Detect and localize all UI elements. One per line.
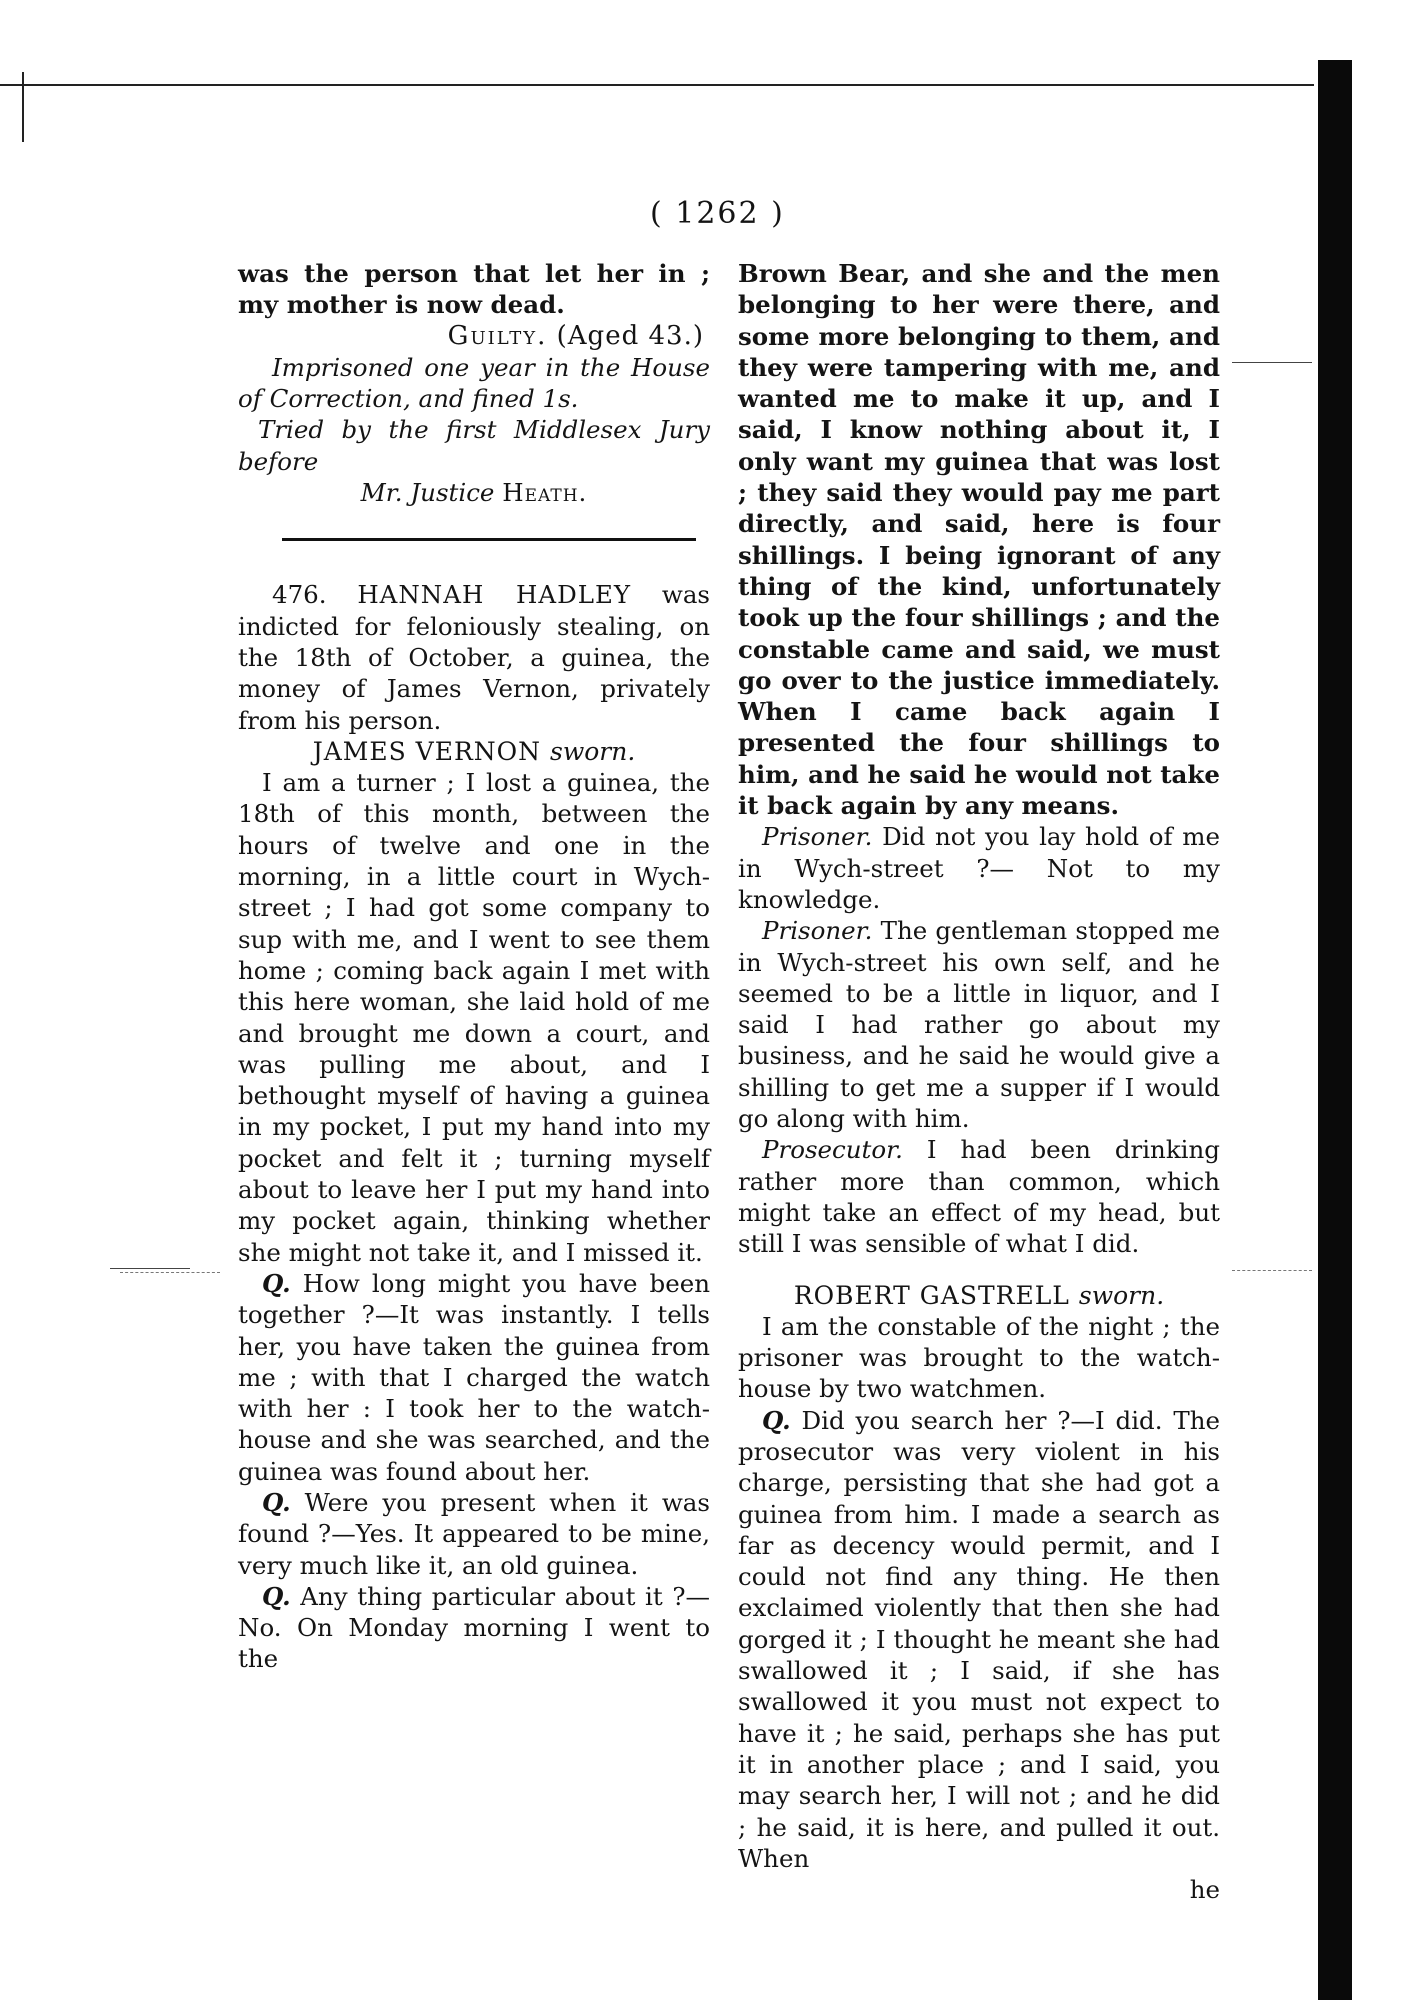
prosecutor-statement [738, 1134, 1220, 1259]
verdict-age: (Aged 43.) [556, 320, 704, 351]
speaker-label: Prosecutor. [762, 1135, 903, 1165]
witness-heading [238, 736, 710, 767]
top-scan-line [0, 84, 1314, 86]
right-column [738, 258, 1220, 1905]
witness-sworn: sworn. [1078, 1280, 1165, 1310]
prisoner-question [738, 821, 1220, 915]
left-edge-tick [22, 72, 24, 142]
sentence-text: Imprisoned one year in the House of Correction, and fined 1s. [238, 352, 710, 414]
question-paragraph [238, 1487, 710, 1581]
speaker-label: Prisoner. [762, 822, 873, 852]
right-margin-dots [1232, 1270, 1312, 1272]
prisoner-statement [738, 915, 1220, 1134]
left-column [238, 258, 710, 1675]
catchword: he [1189, 1875, 1220, 1905]
continuation-text: Brown Bear, and she and the men belonging to her were there, and some more belonging to them, and they were tampering with me, and wanted me to make it up, and I said, I know nothing about it, I only want my guinea that was lost ; they said they would pay me part directly, and said, here is four shillings. I being ignorant of any thing of the kind, unfortunately took up the four shillings ; and the constable came and said, we must go over to the justice immediately. When I came back again I presented the four shillings to him, and he said he would not take it back again by any means. [738, 259, 1220, 821]
indictment-text: was indicted for feloniously stealing, on the 18th of October, a guinea, the money of James Vernon, privately from his person. [238, 580, 710, 735]
right-margin-tick [1232, 362, 1312, 363]
defendant-name: HANNAH HADLEY [357, 580, 632, 610]
witness-heading [738, 1280, 1220, 1311]
witness-sworn: sworn. [550, 736, 636, 766]
prosecutor-statement-text: I had been drinking rather more than common, which might take an effect of my head, but still I was sensible of what I did. [738, 1135, 1220, 1259]
question-text: Were you present when it was found ?—Yes. It appeared to be mine, very much like it, an old guinea. [238, 1487, 710, 1580]
question-paragraph [238, 1268, 710, 1487]
case-heading [238, 579, 710, 735]
judge-name: Heath. [502, 478, 588, 508]
scan-binding-edge [1318, 60, 1352, 2000]
speaker-label: Prisoner. [762, 916, 873, 946]
question-mark: Q. [262, 1487, 291, 1517]
left-margin-dots [120, 1272, 220, 1274]
witness-name: JAMES VERNON [312, 736, 542, 766]
question-mark: Q. [262, 1581, 291, 1611]
page-number: ( 1262 ) [650, 196, 785, 231]
question-text: Did you search her ?—I did. The prosecutor was very violent in his charge, persisting that she had got a guinea from him. I made a search as far as decency would permit, and I could not find any thing. He then exclaimed violently that then she had gorged it ; I thought he meant she had swallowed it ; I said, if she has swallowed it you must not expect to have it ; he said, perhaps she has put it in another place ; and I said, you may search her, I will not ; and he did ; he said, it is here, and pulled it out. When [738, 1405, 1220, 1873]
question-paragraph [238, 1581, 710, 1675]
testimony-paragraph: I am a turner ; I lost a guinea, the 18th of this month, between the hours of twelve and one in the morning, in a little court in Wych-street ; I had got some company to sup with me, and I went to see them home ; coming back again I met with this here woman, she laid hold of me and brought me down a court, and was pulling me about, and I bethought myself of having a guinea in my pocket, I put my hand into my pocket and felt it ; turning myself about to leave her I put my hand into my pocket again, thinking whether she might not take it, and I missed it. [238, 768, 710, 1267]
verdict [238, 321, 710, 352]
question-text: Any thing particular about it ?—No. On Monday morning I went to the [238, 1581, 710, 1674]
case-number: 476. [272, 580, 327, 610]
question-mark: Q. [762, 1405, 791, 1435]
tried-line: Tried by the first Middlesex Jury before [238, 415, 710, 476]
witness-name: ROBERT GASTRELL [793, 1280, 1070, 1310]
prisoner-statement-text: The gentleman stopped me in Wych-street his own self, and he seemed to be a little in liquor, and I said I had rather go about my business, and he said he would give a shilling to get me a supper if I would go along with him. [738, 916, 1220, 1134]
verdict-label: Guilty. [447, 320, 548, 351]
section-divider [282, 538, 696, 541]
question-text: How long might you have been together ?—It was instantly. I tells her, you have taken the guinea from me ; with that I charged the watch with her : I took her to the watch-house and she was searched, and the guinea was found about her. [238, 1268, 710, 1486]
question-paragraph [738, 1405, 1220, 1874]
question-mark: Q. [262, 1268, 291, 1298]
prisoner-question-text: Did not you lay hold of me in Wych-street ?— Not to my knowledge. [738, 822, 1220, 914]
judge-prefix: Mr. Justice [360, 478, 495, 508]
intro-text: was the person that let her in ; my mother is now dead. [238, 259, 710, 320]
left-margin-tick [110, 1268, 190, 1269]
testimony-paragraph: I am the constable of the night ; the prisoner was brought to the watch-house by two watchmen. [738, 1311, 1220, 1404]
judge-line [238, 477, 710, 508]
